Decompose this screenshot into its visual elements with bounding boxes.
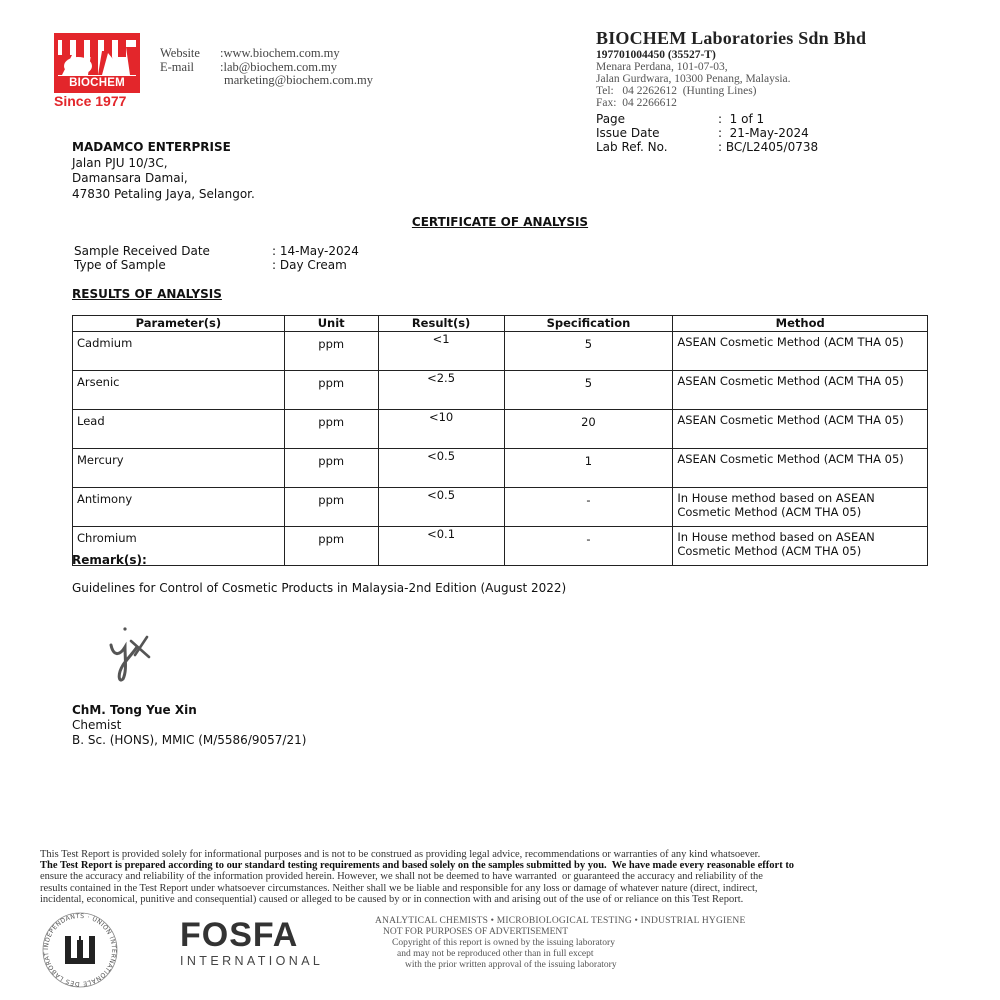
cell-result: <2.5 <box>378 371 504 410</box>
company-name: BIOCHEM Laboratories Sdn Bhd <box>596 28 867 48</box>
ilac-ring-text: INDEPENDANTS · UNION INTERNATIONALE DES LABORAT <box>42 912 118 988</box>
document-title: CERTIFICATE OF ANALYSIS <box>411 215 589 229</box>
signatory-title: Chemist <box>72 718 122 732</box>
disclaimer-line: ensure the accuracy and reliability of the information provided herein. However, we shall not be deemed to have warranted or guaranteed the accuracy and reliability of the <box>40 871 763 883</box>
biochem-logo <box>54 33 140 93</box>
column-header-result: Result(s) <box>378 316 504 332</box>
copyright-line: and may not be reproduced other than in full except <box>397 949 594 959</box>
report-meta <box>596 112 818 154</box>
contact-label: E-mail <box>160 59 195 74</box>
cell-method: In House method based on ASEAN Cosmetic Method (ACM THA 05) <box>673 527 928 566</box>
contact-email-marketing <box>160 74 373 88</box>
column-header-specification: Specification <box>504 316 673 332</box>
table-row <box>73 332 928 371</box>
company-block <box>596 28 976 109</box>
document-title-wrap <box>0 215 1000 229</box>
sample-key: Sample Received Date <box>74 244 210 258</box>
table-row <box>73 371 928 410</box>
cell-specification: - <box>504 488 673 527</box>
column-header-method: Method <box>673 316 928 332</box>
meta-issue-date <box>596 126 818 140</box>
fosfa-name: FOSFA <box>180 916 299 954</box>
email-link[interactable]: marketing@biochem.com.my <box>224 73 373 87</box>
company-phone: Tel: 04 2262612 (Hunting Lines) <box>596 85 757 97</box>
disclaimer-line: results contained in the Test Report under whatsoever circumstances. Neither shall we be liable and responsible for any loss or damage of whatever nature (direct, indirect, <box>40 882 758 894</box>
results-heading: RESULTS OF ANALYSIS <box>72 287 222 301</box>
cell-specification: 20 <box>504 410 673 449</box>
services-copyright <box>375 916 745 971</box>
cell-unit: ppm <box>284 371 378 410</box>
cell-method: ASEAN Cosmetic Method (ACM THA 05) <box>673 332 928 371</box>
logo-since-text: Since 1977 <box>54 93 127 109</box>
cell-specification: 1 <box>504 449 673 488</box>
table-row <box>73 410 928 449</box>
meta-lab-ref <box>596 140 818 154</box>
client-address-block <box>72 140 255 202</box>
signatory-name: ChM. Tong Yue Xin <box>72 703 197 717</box>
remarks-text: Guidelines for Control of Cosmetic Products in Malaysia-2nd Edition (August 2022) <box>72 581 567 595</box>
table-header-row <box>73 316 928 332</box>
client-address-line: Damansara Damai, <box>72 171 188 185</box>
copyright-line: Copyright of this report is owned by the issuing laboratory <box>392 938 615 948</box>
client-name: MADAMCO ENTERPRISE <box>72 140 231 154</box>
meta-key: Issue Date <box>596 126 660 140</box>
client-address-line: Jalan PJU 10/3C, <box>72 155 168 170</box>
cell-parameter: Lead <box>73 410 285 449</box>
logo-brand-text: BIOCHEM <box>58 76 136 90</box>
cell-method: ASEAN Cosmetic Method (ACM THA 05) <box>673 449 928 488</box>
cell-unit: ppm <box>284 488 378 527</box>
remarks-heading: Remark(s): <box>72 553 147 567</box>
meta-value: : BC/L2405/0738 <box>718 140 819 154</box>
sample-info <box>74 245 359 272</box>
company-address-line: Menara Perdana, 101-07-03, <box>596 61 728 73</box>
sample-value: : Day Cream <box>272 257 347 272</box>
company-registration: 197701004450 (35527-T) <box>596 49 716 61</box>
sample-received-date <box>74 245 359 259</box>
sample-value: : 14-May-2024 <box>272 244 359 258</box>
website-link[interactable]: :www.biochem.com.my <box>220 46 340 60</box>
signatory-credentials: B. Sc. (HONS), MMIC (M/5586/9057/21) <box>72 733 307 747</box>
contact-info <box>160 47 373 88</box>
table-row <box>73 488 928 527</box>
cell-parameter: Antimony <box>73 488 285 527</box>
cell-parameter: Mercury <box>73 449 285 488</box>
cell-result: <0.5 <box>378 488 504 527</box>
services-line: ANALYTICAL CHEMISTS • MICROBIOLOGICAL TESTING • INDUSTRIAL HYGIENE <box>375 916 746 926</box>
cell-specification: - <box>504 527 673 566</box>
meta-value: : 1 of 1 <box>718 112 765 126</box>
cell-method: ASEAN Cosmetic Method (ACM THA 05) <box>673 371 928 410</box>
cell-specification: 5 <box>504 332 673 371</box>
contact-label: Website <box>160 46 200 60</box>
column-header-unit: Unit <box>284 316 378 332</box>
cell-unit: ppm <box>284 527 378 566</box>
signatory-block <box>72 703 306 748</box>
disclaimer <box>40 849 975 905</box>
results-table <box>72 315 928 566</box>
not-for-ads: NOT FOR PURPOSES OF ADVERTISEMENT <box>383 927 569 937</box>
copyright-line: with the prior written approval of the issuing laboratory <box>405 960 617 970</box>
cell-method: In House method based on ASEAN Cosmetic Method (ACM THA 05) <box>673 488 928 527</box>
column-header-parameter: Parameter(s) <box>73 316 285 332</box>
meta-key: Page <box>596 112 626 126</box>
cell-parameter: Arsenic <box>73 371 285 410</box>
table-row <box>73 527 928 566</box>
table-row <box>73 449 928 488</box>
company-fax: Fax: 04 2266612 <box>596 97 677 109</box>
meta-key: Lab Ref. No. <box>596 140 668 154</box>
fosfa-subtitle: INTERNATIONAL <box>180 954 324 968</box>
email-link[interactable]: :lab@biochem.com.my <box>220 59 338 74</box>
sample-key: Type of Sample <box>74 257 166 272</box>
meta-value: : 21-May-2024 <box>718 126 809 140</box>
cell-result: <10 <box>378 410 504 449</box>
cell-unit: ppm <box>284 332 378 371</box>
contact-email <box>160 61 373 75</box>
company-address-line: Jalan Gurdwara, 10300 Penang, Malaysia. <box>596 73 791 85</box>
disclaimer-line: The Test Report is prepared according to our standard testing requirements and based solely on the samples submitted by you. We have made every reasonable effort to <box>40 860 795 872</box>
cell-unit: ppm <box>284 410 378 449</box>
cell-parameter: Chromium <box>73 527 285 566</box>
cell-result: <0.5 <box>378 449 504 488</box>
cell-result: <1 <box>378 332 504 371</box>
contact-website <box>160 47 373 61</box>
cell-parameter: Cadmium <box>73 332 285 371</box>
cell-method: ASEAN Cosmetic Method (ACM THA 05) <box>673 410 928 449</box>
disclaimer-line: incidental, economical, punitive and consequential) caused or alleged to be caused by or in connection with and arising out of the use of or reliance on this Test Report. <box>40 893 744 905</box>
meta-page <box>596 112 818 126</box>
client-address-line: 47830 Petaling Jaya, Selangor. <box>72 186 255 201</box>
sample-type <box>74 259 359 273</box>
cell-specification: 5 <box>504 371 673 410</box>
cell-unit: ppm <box>284 449 378 488</box>
cell-result: <0.1 <box>378 527 504 566</box>
laboratory-union-logo <box>40 910 120 990</box>
signature-image <box>105 625 165 685</box>
disclaimer-line: This Test Report is provided solely for informational purposes and is not to be construed as providing legal advice, recommendations or warranties of any kind whatsoever. <box>40 849 761 860</box>
contact-label <box>160 74 224 88</box>
fosfa-logo <box>180 918 323 968</box>
